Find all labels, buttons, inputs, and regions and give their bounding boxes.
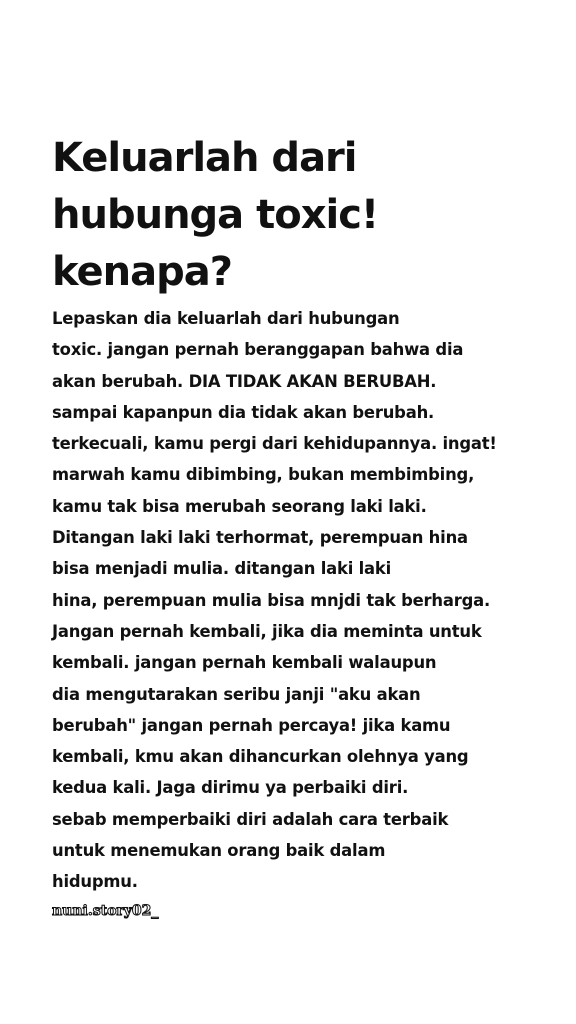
body-line: dia mengutarakan seribu janji "aku akan bbox=[52, 684, 421, 704]
title-line: Keluarlah dari bbox=[52, 135, 357, 181]
body-line: marwah kamu dibimbing, bukan membimbing, bbox=[52, 465, 475, 485]
post-body bbox=[52, 303, 552, 898]
body-line: sampai kapanpun dia tidak akan berubah. bbox=[52, 402, 435, 422]
title-line: kenapa? bbox=[52, 249, 232, 295]
body-line: kamu tak bisa merubah seorang laki laki. bbox=[52, 496, 427, 516]
story-post bbox=[52, 130, 552, 898]
body-line: terkecuali, kamu pergi dari kehidupannya. ingat! bbox=[52, 434, 497, 454]
body-line: berubah" jangan pernah percaya! jika kamu bbox=[52, 715, 451, 735]
body-line: hina, perempuan mulia bisa mnjdi tak berharga. bbox=[52, 590, 491, 610]
body-line: sebab memperbaiki diri adalah cara terbaik bbox=[52, 809, 449, 829]
body-line: Ditangan laki laki terhormat, perempuan hina bbox=[52, 528, 468, 548]
body-line: bisa menjadi mulia. ditangan laki laki bbox=[52, 559, 392, 579]
body-line: hidupmu. bbox=[52, 872, 138, 892]
body-line: kedua kali. Jaga dirimu ya perbaiki diri. bbox=[52, 778, 409, 798]
body-line: kembali, kmu akan dihancurkan olehnya yang bbox=[52, 747, 469, 767]
body-line: untuk menemukan orang baik dalam bbox=[52, 841, 386, 861]
watermark-username: nuni.story02_ bbox=[52, 903, 159, 919]
post-title bbox=[52, 130, 552, 301]
body-line: Lepaskan dia keluarlah dari hubungan bbox=[52, 309, 400, 328]
body-line: kembali. jangan pernah kembali walaupun bbox=[52, 653, 437, 673]
body-line: akan berubah. DIA TIDAK AKAN BERUBAH. bbox=[52, 371, 437, 391]
body-line: toxic. jangan pernah beranggapan bahwa dia bbox=[52, 340, 464, 360]
body-line: Jangan pernah kembali, jika dia meminta untuk bbox=[52, 621, 482, 641]
title-line: hubunga toxic! bbox=[52, 192, 379, 238]
